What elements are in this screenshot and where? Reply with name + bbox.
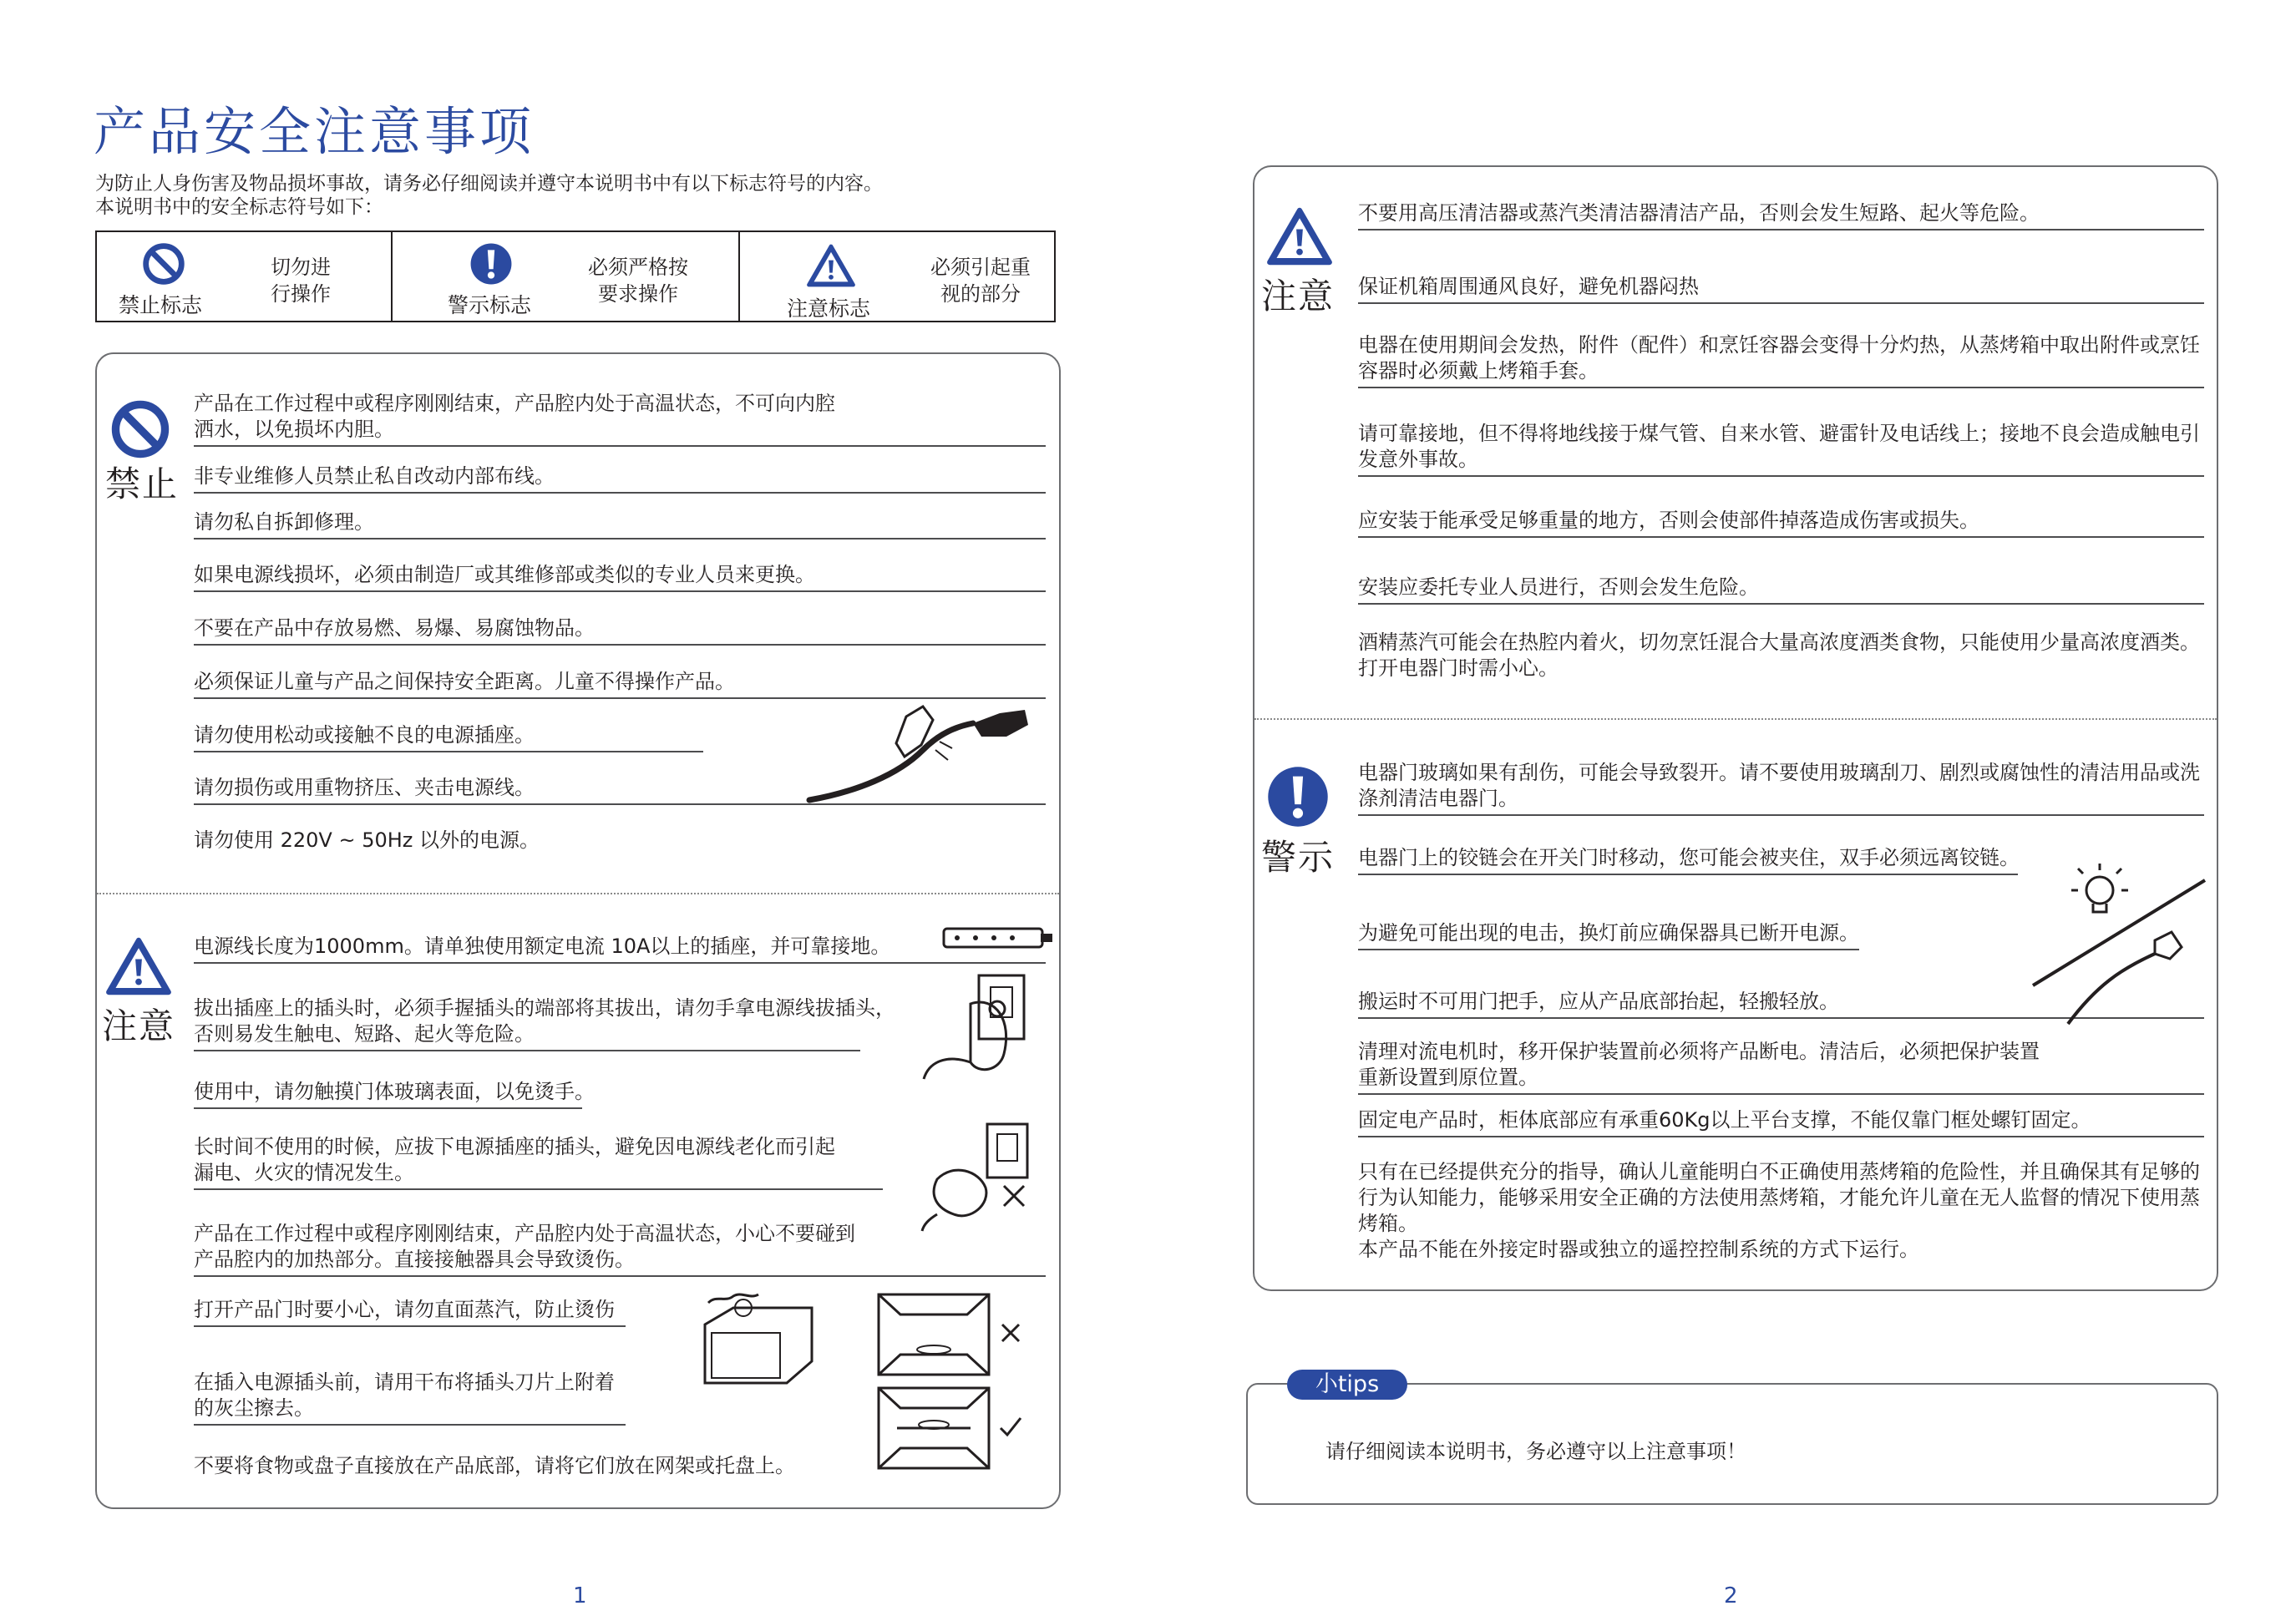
item-line: 请勿使用松动或接触不良的电源插座。	[194, 723, 535, 747]
item-line: 容器时必须戴上烤箱手套。	[1358, 359, 1599, 382]
section-divider	[97, 893, 1059, 894]
warning-item	[1358, 1107, 2204, 1137]
item-line: 不要在产品中存放易燃、易爆、易腐蚀物品。	[194, 616, 595, 640]
power-cord-illustration	[806, 700, 1033, 805]
prohibit-item	[194, 509, 1046, 539]
item-line: 涤剂清洁电器门。	[1358, 787, 1518, 810]
item-line: 洒水，以免损坏内胆。	[194, 418, 394, 441]
prohibit-item	[194, 828, 1046, 856]
item-line: 行为认知能力，能够采用安全正确的方法使用蒸烤箱，才能允许儿童在无人监督的情况下使用蒸	[1358, 1186, 2200, 1209]
item-line: 非专业维修人员禁止私自改动内部布线。	[194, 464, 555, 488]
caution-item	[1358, 575, 2204, 605]
legend-desc	[588, 254, 688, 307]
caution-item	[194, 995, 895, 1051]
item-line: 必须保证儿童与产品之间保持安全距离。儿童不得操作产品。	[194, 670, 735, 693]
oven-tray-correct-illustration	[875, 1385, 1026, 1472]
item-line: 请勿损伤或用重物挤压、夹击电源线。	[194, 776, 535, 799]
item-line: 应安装于能承受足够重量的地方，否则会使部件掉落造成伤害或损失。	[1358, 509, 1979, 532]
legend-caution	[738, 232, 1054, 321]
warning-triangle-icon	[807, 244, 855, 287]
item-line: 不要将食物或盘子直接放在产品底部，请将它们放在网架或托盘上。	[194, 1454, 795, 1477]
caution-item	[1358, 200, 2204, 230]
legend-desc-line: 要求操作	[598, 282, 678, 306]
caution-item	[194, 1370, 626, 1426]
item-line: 安装应委托专业人员进行，否则会发生危险。	[1358, 575, 1759, 599]
item-line: 产品腔内的加热部分。直接接触器具会导致烫伤。	[194, 1248, 635, 1271]
hand-pull-cord-illustration	[920, 1121, 1037, 1234]
warning-item	[1358, 760, 2204, 816]
item-line: 只有在已经提供充分的指导，确认儿童能明白不正确使用蒸烤箱的危险性，并且确保其有足够的	[1358, 1160, 2200, 1183]
item-line: 清理对流电机时，移开保护装置前必须将产品断电。清洁后，必须把保护装置	[1358, 1040, 2040, 1063]
page-number: 2	[1724, 1583, 1738, 1608]
exclamation-icon	[469, 242, 513, 286]
tips-text: 请仔细阅读本说明书，务必遵守以上注意事项！	[1325, 1440, 1746, 1463]
caution-item	[1358, 274, 2204, 304]
item-line: 如果电源线损坏，必须由制造厂或其维修部或类似的专业人员来更换。	[194, 563, 815, 586]
page-title: 产品安全注意事项	[94, 101, 535, 162]
tips-badge: 小tips	[1287, 1370, 1407, 1400]
item-line: 长时间不使用的时候，应拔下电源插座的插头，避免因电源线老化而引起	[194, 1135, 835, 1158]
legend-name: 注意标志	[787, 296, 871, 321]
item-line: 电源线长度为1000mm。请单独使用额定电流 10A以上的插座，并可靠接地。	[194, 935, 891, 958]
item-line: 保证机箱周围通风良好，避免机器闷热	[1358, 275, 1699, 298]
section-label-warning: 警示	[1261, 837, 1336, 878]
prohibit-item	[194, 615, 1046, 646]
legend-desc-line: 视的部分	[940, 282, 1021, 306]
item-line: 请勿私自拆卸修理。	[194, 510, 374, 534]
prohibit-item	[194, 722, 703, 752]
item-line: 拔出插座上的插头时，必须手握插头的端部将其拔出，请勿手拿电源线拔插头，	[194, 996, 895, 1020]
item-line: 漏电、火灾的情况发生。	[194, 1161, 414, 1184]
exclamation-icon	[1266, 765, 1330, 828]
caution-item	[1358, 508, 2204, 538]
prohibit-item	[194, 391, 1046, 447]
item-line: 重新设置到原位置。	[1358, 1066, 1538, 1089]
legend-desc-line: 必须严格按	[588, 256, 688, 279]
caution-item	[194, 1297, 626, 1327]
item-line: 请勿使用 220V ~ 50Hz 以外的电源。	[194, 828, 540, 852]
oven-tray-wrong-illustration	[875, 1291, 1026, 1378]
item-line: 酒精蒸汽可能会在热腔内着火，切勿烹饪混合大量高浓度酒类食物，只能使用少量高浓度酒类。	[1358, 631, 2200, 654]
legend-desc-line: 行操作	[271, 282, 331, 306]
legend-desc-line: 必须引起重	[930, 256, 1031, 279]
item-line: 搬运时不可用门把手，应从产品底部抬起，轻搬轻放。	[1358, 990, 1839, 1013]
section-label-prohibit: 禁止	[105, 464, 180, 504]
item-line: 电器门上的铰链会在开关门时移动，您可能会被夹住，双手必须远离铰链。	[1358, 846, 2020, 869]
oven-steam-illustration	[700, 1291, 817, 1388]
legend-desc	[930, 254, 1031, 307]
item-line: 打开电器门时需小心。	[1358, 656, 1559, 680]
item-line: 在插入电源插头前，请用干布将插头刀片上附着	[194, 1370, 615, 1394]
item-line: 使用中，请勿触摸门体玻璃表面，以免烫手。	[194, 1080, 595, 1103]
warning-item	[1358, 845, 2018, 875]
legend-name: 禁止标志	[119, 293, 203, 317]
warning-item	[1358, 1039, 2204, 1095]
warning-item	[1358, 1159, 2204, 1265]
item-line: 电器在使用期间会发热，附件（配件）和烹饪容器会变得十分灼热，从蒸烤箱中取出附件或烹饪	[1358, 333, 2200, 357]
hand-unplug-illustration	[920, 970, 1029, 1087]
caution-item	[1358, 630, 2204, 684]
legend-name: 警示标志	[448, 293, 532, 317]
item-line: 打开产品门时要小心，请勿直面蒸汽，防止烫伤	[194, 1298, 615, 1321]
item-line: 否则易发生触电、短路、起火等危险。	[194, 1022, 535, 1046]
item-line: 不要用高压清洁器或蒸汽类清洁器清洁产品，否则会发生短路、起火等危险。	[1358, 201, 2040, 225]
warning-triangle-icon	[105, 937, 172, 995]
prohibit-item	[194, 562, 1046, 592]
page-number: 1	[573, 1583, 587, 1608]
caution-item	[1358, 421, 2204, 477]
item-line: 为避免可能出现的电击，换灯前应确保器具已断开电源。	[1358, 921, 1859, 945]
legend-desc-line: 切勿进	[271, 256, 331, 279]
caution-item	[194, 934, 1046, 964]
item-line: 产品在工作过程中或程序刚刚结束，产品腔内处于高温状态，小心不要碰到	[194, 1222, 855, 1245]
intro-line: 本说明书中的安全标志符号如下：	[95, 196, 383, 218]
caution-item	[194, 1079, 595, 1109]
legend-prohibit	[97, 232, 391, 321]
prohibit-item	[194, 464, 1046, 494]
caution-item	[194, 1134, 883, 1190]
prohibit-item	[194, 669, 1046, 699]
section-label-caution: 注意	[102, 1006, 176, 1046]
item-line: 产品在工作过程中或程序刚刚结束，产品腔内处于高温状态，不可向内腔	[194, 392, 835, 415]
item-line: 的灰尘擦去。	[194, 1396, 314, 1420]
symbol-legend-table	[95, 230, 1056, 322]
intro-line: 为防止人身伤害及物品损坏事故，请务必仔细阅读并遵守本说明书中有以下标志符号的内容。	[95, 173, 883, 195]
caution-item	[194, 1221, 1046, 1277]
item-line: 本产品不能在外接定时器或独立的遥控控制系统的方式下运行。	[1358, 1238, 1919, 1261]
section-label-caution: 注意	[1261, 276, 1336, 317]
prohibition-icon	[142, 242, 185, 286]
item-line: 请可靠接地，但不得将地线接于煤气管、自来水管、避雷针及电话线上；接地不良会造成触电引	[1358, 422, 2200, 445]
item-line: 电器门玻璃如果有刮伤，可能会导致裂开。请不要使用玻璃刮刀、剧烈或腐蚀性的清洁用品或洗	[1358, 761, 2200, 784]
warning-triangle-icon	[1266, 207, 1333, 266]
item-line: 固定电产品时，柜体底部应有承重60Kg以上平台支撑，不能仅靠门框处螺钉固定。	[1358, 1108, 2091, 1132]
caution-item	[1358, 332, 2204, 388]
power-strip-illustration	[942, 924, 1054, 952]
item-line: 发意外事故。	[1358, 448, 1478, 471]
item-line: 烤箱。	[1358, 1212, 1418, 1235]
lamp-unplug-illustration	[2030, 860, 2213, 1027]
legend-warning	[391, 232, 738, 321]
section-divider	[1254, 718, 2217, 720]
intro-text	[95, 172, 883, 219]
legend-desc	[271, 254, 331, 307]
warning-item	[1358, 920, 1859, 950]
prohibition-icon	[110, 399, 170, 459]
